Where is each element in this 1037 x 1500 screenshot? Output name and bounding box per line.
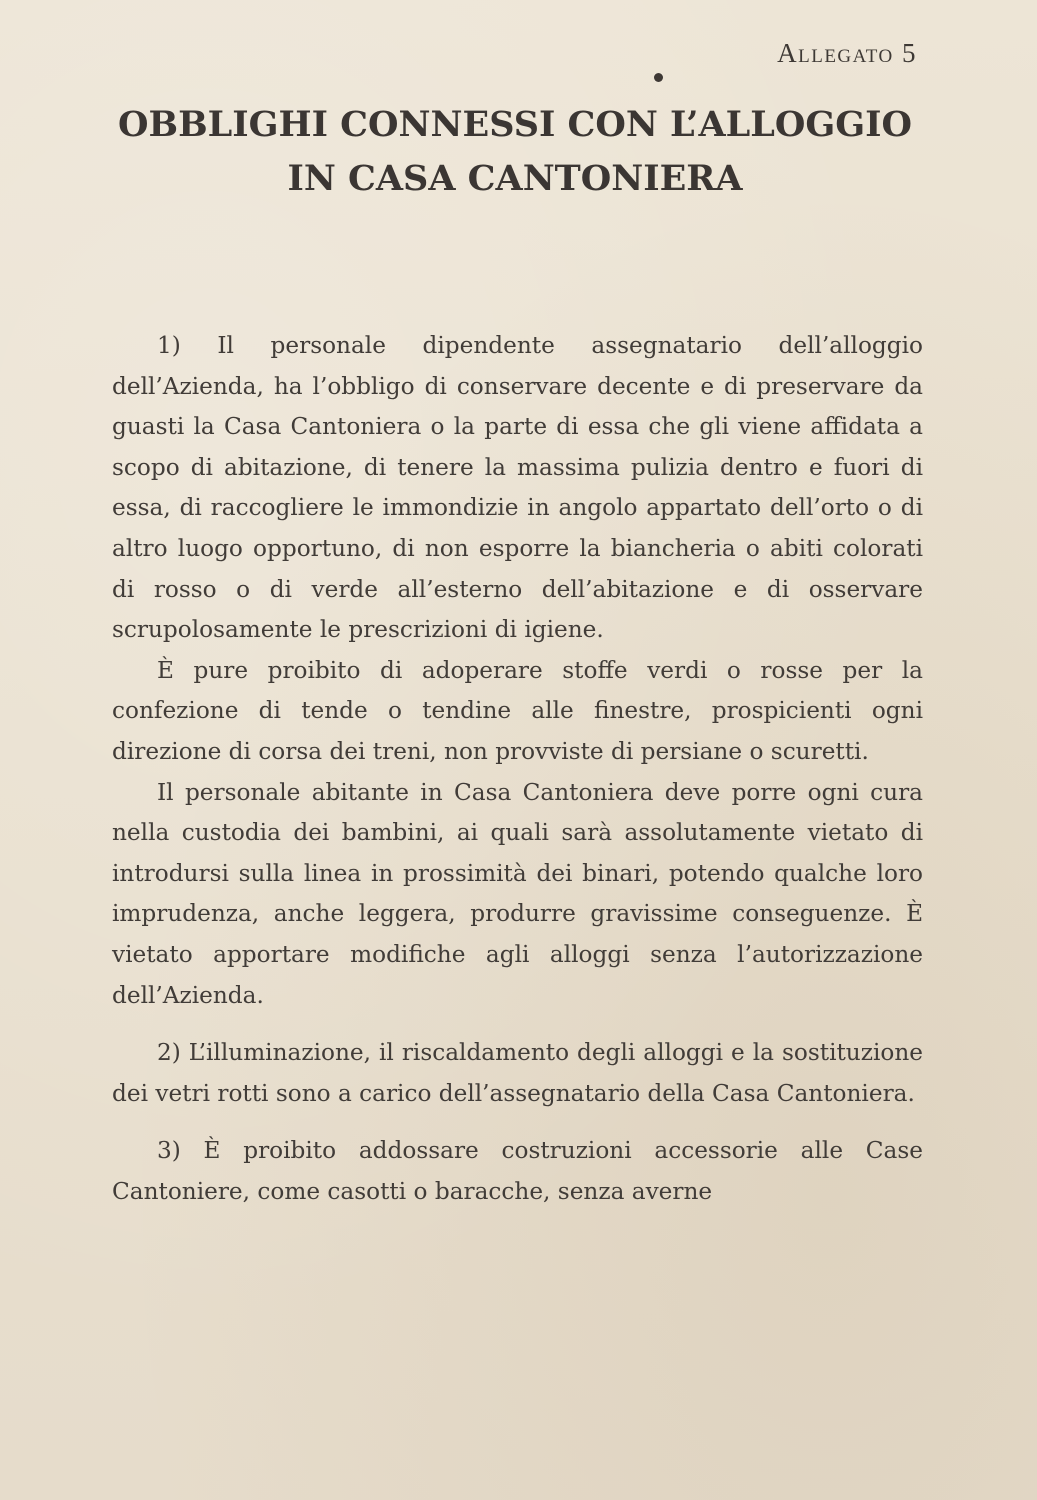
page-title-line-2: IN CASA CANTONIERA xyxy=(287,158,743,199)
paragraph-3: Il personale abitante in Casa Cantoniera deve porre ogni cura nella custodia dei bambini, ai quali sarà assolutamente vietato di introdursi sulla linea in prossimità dei binari, potendo qualche loro imprudenza, anche leggera, produrre gravissime conseguenze. È vietato apportare modifiche agli alloggi senza l’autorizzazione dell’Azienda. xyxy=(112,778,923,1009)
body-text xyxy=(112,326,923,1212)
printer-dot-mark xyxy=(654,73,663,82)
page-title-line-1: OBBLIGHI CONNESSI CON L’ALLOGGIO xyxy=(118,104,912,145)
paragraph-1: 1) Il personale dipendente assegnatario dell’alloggio dell’Azienda, ha l’obbligo di conservare decente e di preservare da guasti la Casa Cantoniera o la parte di essa che gli viene affidata a scopo di abitazione, di tenere la massima pulizia dentro e fuori di essa, di raccogliere le immondizie in angolo appartato dell’orto o di altro luogo opportuno, di non esporre la biancheria o abiti colorati di rosso o di verde all’esterno dell’abitazione e di osservare scrupolosamente le prescrizioni di igiene. xyxy=(112,332,923,644)
paragraph-5: 3) È proibito addossare costruzioni accessorie alle Case Cantoniere, come casotti o baracche, senza averne xyxy=(112,1137,923,1205)
running-head: Allegato 5 xyxy=(777,38,917,68)
paragraph-4: 2) L’illuminazione, il riscaldamento degli alloggi e la sostituzione dei vetri rotti sono a carico dell’assegnatario della Casa Cantoniera. xyxy=(112,1039,923,1107)
paragraph-2: È pure proibito di adoperare stoffe verdi o rosse per la confezione di tende o tendine alle finestre, prospicienti ogni direzione di corsa dei treni, non provviste di persiane o scuretti. xyxy=(112,656,923,765)
